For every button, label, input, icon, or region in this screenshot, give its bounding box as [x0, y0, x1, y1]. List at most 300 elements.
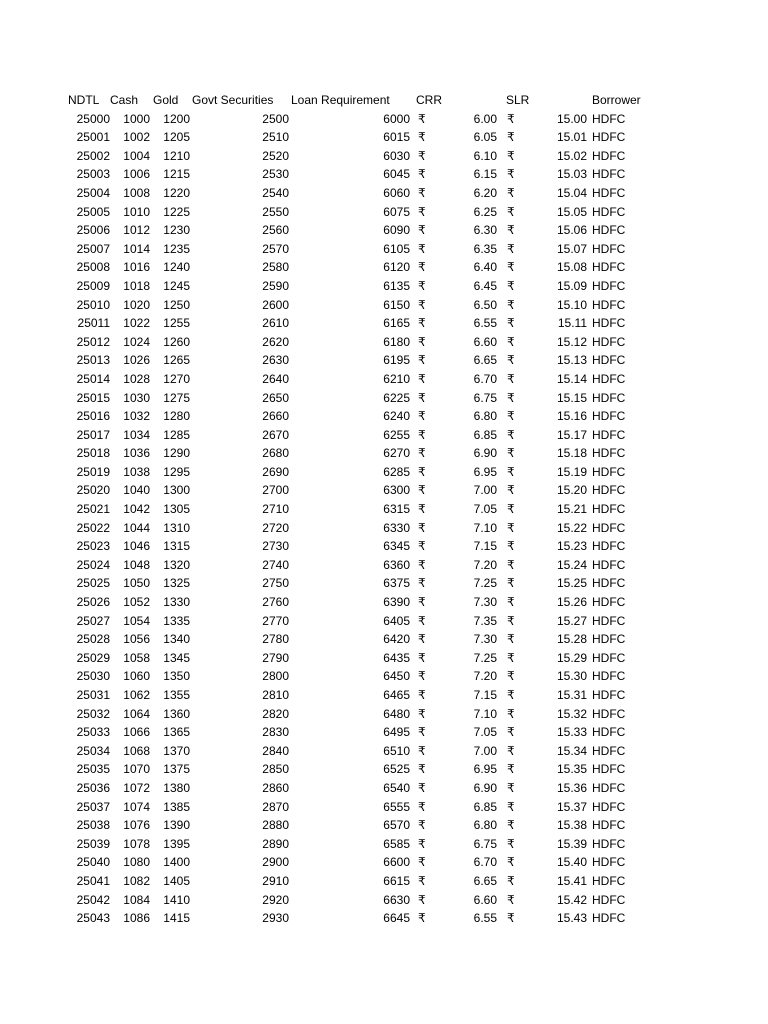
cell-gold[interactable]: 1325: [163, 576, 190, 591]
cell-ndtl[interactable]: 25026: [76, 595, 110, 610]
cell-crr[interactable]: 6.20: [473, 185, 497, 200]
rupee-symbol[interactable]: ₹: [507, 111, 515, 126]
cell-crr[interactable]: 6.60: [473, 334, 497, 349]
cell-borrower[interactable]: HDFC: [592, 539, 626, 554]
cell-slr[interactable]: 15.30: [556, 669, 587, 684]
cell-slr[interactable]: 15.40: [556, 855, 587, 870]
cell-loan-requirement[interactable]: 6630: [383, 892, 410, 907]
rupee-symbol[interactable]: ₹: [418, 427, 426, 442]
cell-govt-securities[interactable]: 2780: [262, 632, 289, 647]
cell-cash[interactable]: 1062: [123, 688, 150, 702]
cell-loan-requirement[interactable]: 6555: [383, 799, 410, 814]
cell-slr[interactable]: 15.15: [556, 390, 587, 405]
cell-ndtl[interactable]: 25022: [76, 520, 110, 535]
cell-slr[interactable]: 15.20: [556, 483, 587, 498]
cell-gold[interactable]: 1265: [163, 353, 190, 368]
cell-loan-requirement[interactable]: 6240: [383, 409, 410, 424]
cell-borrower[interactable]: HDFC: [592, 873, 626, 888]
cell-ndtl[interactable]: 25011: [77, 316, 110, 331]
cell-govt-securities[interactable]: 2610: [262, 316, 289, 331]
cell-borrower[interactable]: HDFC: [592, 632, 626, 647]
cell-govt-securities[interactable]: 2680: [262, 446, 289, 461]
cell-crr[interactable]: 6.80: [473, 409, 497, 424]
cell-slr[interactable]: 15.16: [556, 409, 587, 424]
cell-crr[interactable]: 6.40: [473, 260, 497, 275]
cell-borrower[interactable]: HDFC: [592, 780, 626, 795]
cell-gold[interactable]: 1415: [163, 911, 190, 926]
cell-cash[interactable]: 1048: [123, 557, 150, 572]
cell-slr[interactable]: 15.21: [556, 502, 587, 517]
cell-borrower[interactable]: HDFC: [592, 613, 626, 628]
cell-govt-securities[interactable]: 2550: [262, 204, 289, 219]
cell-gold[interactable]: 1205: [163, 130, 190, 145]
cell-borrower[interactable]: HDFC: [592, 464, 626, 479]
cell-cash[interactable]: 1040: [123, 483, 150, 498]
cell-crr[interactable]: 6.00: [473, 111, 497, 126]
cell-gold[interactable]: 1260: [163, 334, 190, 349]
rupee-symbol[interactable]: ₹: [418, 334, 426, 349]
rupee-symbol[interactable]: ₹: [507, 725, 515, 740]
cell-borrower[interactable]: HDFC: [592, 669, 626, 684]
cell-govt-securities[interactable]: 2750: [262, 576, 289, 591]
cell-loan-requirement[interactable]: 6570: [383, 818, 410, 833]
cell-loan-requirement[interactable]: 6435: [383, 650, 410, 665]
cell-govt-securities[interactable]: 2650: [262, 390, 289, 405]
cell-borrower[interactable]: HDFC: [592, 855, 626, 870]
rupee-symbol[interactable]: ₹: [418, 111, 426, 126]
cell-borrower[interactable]: HDFC: [592, 167, 626, 182]
cell-crr[interactable]: 6.55: [473, 911, 497, 926]
rupee-symbol[interactable]: ₹: [507, 799, 515, 814]
rupee-symbol[interactable]: ₹: [507, 873, 515, 888]
cell-gold[interactable]: 1225: [163, 204, 190, 219]
cell-loan-requirement[interactable]: 6270: [383, 446, 410, 461]
rupee-symbol[interactable]: ₹: [507, 148, 515, 163]
cell-slr[interactable]: 15.01: [556, 130, 587, 145]
cell-slr[interactable]: 15.11: [557, 316, 587, 331]
cell-loan-requirement[interactable]: 6465: [383, 688, 410, 702]
rupee-symbol[interactable]: ₹: [418, 743, 426, 758]
cell-govt-securities[interactable]: 2730: [262, 539, 289, 554]
cell-cash[interactable]: 1036: [123, 446, 150, 461]
cell-borrower[interactable]: HDFC: [592, 278, 626, 293]
cell-ndtl[interactable]: 25001: [76, 130, 110, 145]
rupee-symbol[interactable]: ₹: [507, 130, 515, 145]
cell-slr[interactable]: 15.08: [556, 260, 587, 275]
cell-crr[interactable]: 6.25: [473, 204, 497, 219]
cell-cash[interactable]: 1002: [123, 130, 150, 145]
cell-crr[interactable]: 7.15: [473, 688, 497, 702]
cell-crr[interactable]: 6.70: [473, 371, 497, 386]
cell-crr[interactable]: 6.90: [473, 446, 497, 461]
cell-loan-requirement[interactable]: 6150: [383, 297, 410, 312]
cell-ndtl[interactable]: 25043: [76, 911, 110, 926]
cell-loan-requirement[interactable]: 6060: [383, 185, 410, 200]
cell-govt-securities[interactable]: 2860: [262, 780, 289, 795]
cell-crr[interactable]: 6.95: [473, 464, 497, 479]
cell-loan-requirement[interactable]: 6540: [383, 780, 410, 795]
cell-cash[interactable]: 1082: [123, 873, 150, 888]
cell-gold[interactable]: 1300: [163, 483, 190, 498]
cell-slr[interactable]: 15.38: [556, 818, 587, 833]
cell-ndtl[interactable]: 25029: [76, 650, 110, 665]
cell-slr[interactable]: 15.42: [556, 892, 587, 907]
cell-crr[interactable]: 6.75: [473, 390, 497, 405]
cell-cash[interactable]: 1074: [123, 799, 150, 814]
cell-slr[interactable]: 15.14: [556, 371, 587, 386]
cell-borrower[interactable]: HDFC: [592, 520, 626, 535]
cell-crr[interactable]: 6.70: [473, 855, 497, 870]
cell-cash[interactable]: 1068: [123, 743, 150, 758]
cell-slr[interactable]: 15.26: [556, 595, 587, 610]
cell-gold[interactable]: 1270: [163, 371, 190, 386]
cell-govt-securities[interactable]: 2710: [262, 502, 289, 517]
cell-ndtl[interactable]: 25006: [76, 223, 110, 238]
cell-gold[interactable]: 1385: [163, 799, 190, 814]
cell-borrower[interactable]: HDFC: [592, 371, 626, 386]
cell-borrower[interactable]: HDFC: [592, 316, 626, 331]
rupee-symbol[interactable]: ₹: [418, 539, 426, 554]
cell-cash[interactable]: 1042: [123, 502, 150, 517]
cell-slr[interactable]: 15.28: [556, 632, 587, 647]
cell-loan-requirement[interactable]: 6075: [383, 204, 410, 219]
cell-cash[interactable]: 1020: [123, 297, 150, 312]
cell-gold[interactable]: 1255: [163, 316, 190, 331]
rupee-symbol[interactable]: ₹: [507, 278, 515, 293]
cell-govt-securities[interactable]: 2830: [262, 725, 289, 740]
cell-cash[interactable]: 1076: [123, 818, 150, 833]
cell-loan-requirement[interactable]: 6525: [383, 762, 410, 777]
cell-govt-securities[interactable]: 2700: [262, 483, 289, 498]
rupee-symbol[interactable]: ₹: [507, 353, 515, 368]
rupee-symbol[interactable]: ₹: [507, 650, 515, 665]
cell-ndtl[interactable]: 25028: [76, 632, 110, 647]
rupee-symbol[interactable]: ₹: [507, 334, 515, 349]
cell-cash[interactable]: 1058: [123, 650, 150, 665]
rupee-symbol[interactable]: ₹: [418, 241, 426, 256]
rupee-symbol[interactable]: ₹: [418, 278, 426, 293]
cell-ndtl[interactable]: 25008: [76, 260, 110, 275]
cell-slr[interactable]: 15.02: [556, 148, 587, 163]
rupee-symbol[interactable]: ₹: [507, 446, 515, 461]
cell-loan-requirement[interactable]: 6300: [383, 483, 410, 498]
cell-gold[interactable]: 1350: [163, 669, 190, 684]
cell-gold[interactable]: 1330: [163, 595, 190, 610]
cell-slr[interactable]: 15.35: [556, 762, 587, 777]
rupee-symbol[interactable]: ₹: [507, 576, 515, 591]
cell-govt-securities[interactable]: 2670: [262, 427, 289, 442]
cell-govt-securities[interactable]: 2620: [262, 334, 289, 349]
cell-ndtl[interactable]: 25040: [76, 855, 110, 870]
cell-borrower[interactable]: HDFC: [592, 148, 626, 163]
cell-loan-requirement[interactable]: 6255: [383, 427, 410, 442]
cell-cash[interactable]: 1072: [123, 780, 150, 795]
cell-cash[interactable]: 1034: [123, 427, 150, 442]
cell-borrower[interactable]: HDFC: [592, 818, 626, 833]
cell-cash[interactable]: 1024: [123, 334, 150, 349]
cell-govt-securities[interactable]: 2840: [262, 743, 289, 758]
cell-ndtl[interactable]: 25020: [76, 483, 110, 498]
rupee-symbol[interactable]: ₹: [418, 371, 426, 386]
cell-loan-requirement[interactable]: 6390: [383, 595, 410, 610]
cell-cash[interactable]: 1050: [123, 576, 150, 591]
rupee-symbol[interactable]: ₹: [418, 557, 426, 572]
cell-gold[interactable]: 1240: [163, 260, 190, 275]
cell-govt-securities[interactable]: 2560: [262, 223, 289, 238]
cell-slr[interactable]: 15.33: [556, 725, 587, 740]
cell-govt-securities[interactable]: 2660: [262, 409, 289, 424]
cell-ndtl[interactable]: 25015: [76, 390, 110, 405]
rupee-symbol[interactable]: ₹: [418, 855, 426, 870]
cell-ndtl[interactable]: 25032: [76, 706, 110, 721]
cell-ndtl[interactable]: 25035: [76, 762, 110, 777]
cell-crr[interactable]: 7.10: [473, 520, 497, 535]
rupee-symbol[interactable]: ₹: [507, 706, 515, 721]
cell-ndtl[interactable]: 25019: [76, 464, 110, 479]
cell-gold[interactable]: 1370: [163, 743, 190, 758]
cell-cash[interactable]: 1026: [123, 353, 150, 368]
header-slr[interactable]: SLR: [506, 93, 530, 107]
rupee-symbol[interactable]: ₹: [418, 669, 426, 684]
cell-gold[interactable]: 1285: [163, 427, 190, 442]
cell-cash[interactable]: 1014: [123, 241, 150, 256]
cell-slr[interactable]: 15.10: [556, 297, 587, 312]
cell-borrower[interactable]: HDFC: [592, 297, 626, 312]
rupee-symbol[interactable]: ₹: [418, 725, 426, 740]
cell-ndtl[interactable]: 25030: [76, 669, 110, 684]
rupee-symbol[interactable]: ₹: [418, 873, 426, 888]
rupee-symbol[interactable]: ₹: [507, 520, 515, 535]
rupee-symbol[interactable]: ₹: [507, 260, 515, 275]
rupee-symbol[interactable]: ₹: [418, 297, 426, 312]
cell-crr[interactable]: 7.15: [473, 539, 497, 554]
cell-govt-securities[interactable]: 2590: [262, 278, 289, 293]
header-loan-requirement[interactable]: Loan Requirement: [291, 93, 390, 107]
cell-cash[interactable]: 1086: [123, 911, 150, 926]
cell-loan-requirement[interactable]: 6360: [383, 557, 410, 572]
cell-govt-securities[interactable]: 2890: [262, 836, 289, 851]
rupee-symbol[interactable]: ₹: [507, 836, 515, 851]
cell-borrower[interactable]: HDFC: [592, 241, 626, 256]
cell-govt-securities[interactable]: 2520: [262, 148, 289, 163]
rupee-symbol[interactable]: ₹: [507, 167, 515, 182]
cell-slr[interactable]: 15.13: [556, 353, 587, 368]
cell-slr[interactable]: 15.39: [556, 836, 587, 851]
cell-loan-requirement[interactable]: 6615: [383, 873, 410, 888]
cell-crr[interactable]: 6.65: [473, 353, 497, 368]
rupee-symbol[interactable]: ₹: [507, 818, 515, 833]
rupee-symbol[interactable]: ₹: [507, 780, 515, 795]
rupee-symbol[interactable]: ₹: [507, 557, 515, 572]
rupee-symbol[interactable]: ₹: [507, 539, 515, 554]
cell-slr[interactable]: 15.24: [556, 557, 587, 572]
cell-borrower[interactable]: HDFC: [592, 223, 626, 238]
rupee-symbol[interactable]: ₹: [507, 911, 515, 926]
rupee-symbol[interactable]: ₹: [418, 260, 426, 275]
cell-gold[interactable]: 1400: [163, 855, 190, 870]
cell-crr[interactable]: 7.05: [473, 502, 497, 517]
rupee-symbol[interactable]: ₹: [418, 148, 426, 163]
cell-govt-securities[interactable]: 2510: [262, 130, 289, 145]
cell-cash[interactable]: 1044: [123, 520, 150, 535]
cell-slr[interactable]: 15.06: [556, 223, 587, 238]
cell-loan-requirement[interactable]: 6105: [383, 241, 410, 256]
cell-borrower[interactable]: HDFC: [592, 595, 626, 610]
cell-slr[interactable]: 15.19: [556, 464, 587, 479]
cell-loan-requirement[interactable]: 6495: [383, 725, 410, 740]
cell-gold[interactable]: 1250: [163, 297, 190, 312]
rupee-symbol[interactable]: ₹: [507, 409, 515, 424]
rupee-symbol[interactable]: ₹: [418, 780, 426, 795]
cell-slr[interactable]: 15.17: [556, 427, 587, 442]
cell-govt-securities[interactable]: 2570: [262, 241, 289, 256]
cell-ndtl[interactable]: 25009: [76, 278, 110, 293]
cell-gold[interactable]: 1290: [163, 446, 190, 461]
cell-gold[interactable]: 1340: [163, 632, 190, 647]
rupee-symbol[interactable]: ₹: [418, 167, 426, 182]
cell-slr[interactable]: 15.09: [556, 278, 587, 293]
cell-crr[interactable]: 6.10: [473, 148, 497, 163]
cell-loan-requirement[interactable]: 6330: [383, 520, 410, 535]
rupee-symbol[interactable]: ₹: [418, 464, 426, 479]
cell-slr[interactable]: 15.23: [556, 539, 587, 554]
cell-borrower[interactable]: HDFC: [592, 353, 626, 368]
rupee-symbol[interactable]: ₹: [418, 130, 426, 145]
cell-ndtl[interactable]: 25041: [76, 873, 110, 888]
cell-cash[interactable]: 1080: [123, 855, 150, 870]
cell-crr[interactable]: 6.85: [473, 427, 497, 442]
rupee-symbol[interactable]: ₹: [507, 632, 515, 647]
cell-borrower[interactable]: HDFC: [592, 427, 626, 442]
cell-ndtl[interactable]: 25004: [76, 185, 110, 200]
cell-cash[interactable]: 1006: [123, 167, 150, 182]
cell-govt-securities[interactable]: 2770: [262, 613, 289, 628]
rupee-symbol[interactable]: ₹: [507, 297, 515, 312]
cell-loan-requirement[interactable]: 6405: [383, 613, 410, 628]
cell-ndtl[interactable]: 25010: [76, 297, 110, 312]
cell-gold[interactable]: 1215: [163, 167, 190, 182]
cell-ndtl[interactable]: 25038: [76, 818, 110, 833]
cell-slr[interactable]: 15.05: [556, 204, 587, 219]
cell-govt-securities[interactable]: 2850: [262, 762, 289, 777]
rupee-symbol[interactable]: ₹: [507, 595, 515, 610]
cell-borrower[interactable]: HDFC: [592, 185, 626, 200]
rupee-symbol[interactable]: ₹: [507, 185, 515, 200]
cell-crr[interactable]: 6.75: [473, 836, 497, 851]
cell-crr[interactable]: 7.25: [473, 576, 497, 591]
rupee-symbol[interactable]: ₹: [418, 223, 426, 238]
cell-loan-requirement[interactable]: 6450: [383, 669, 410, 684]
cell-cash[interactable]: 1066: [123, 725, 150, 740]
cell-cash[interactable]: 1046: [123, 539, 150, 554]
cell-slr[interactable]: 15.37: [556, 799, 587, 814]
rupee-symbol[interactable]: ₹: [418, 892, 426, 907]
cell-govt-securities[interactable]: 2690: [262, 464, 289, 479]
cell-ndtl[interactable]: 25031: [76, 688, 110, 702]
cell-govt-securities[interactable]: 2800: [262, 669, 289, 684]
rupee-symbol[interactable]: ₹: [507, 892, 515, 907]
cell-gold[interactable]: 1245: [163, 278, 190, 293]
cell-ndtl[interactable]: 25012: [76, 334, 110, 349]
rupee-symbol[interactable]: ₹: [418, 483, 426, 498]
cell-govt-securities[interactable]: 2930: [262, 911, 289, 926]
cell-gold[interactable]: 1380: [163, 780, 190, 795]
cell-loan-requirement[interactable]: 6225: [383, 390, 410, 405]
cell-ndtl[interactable]: 25017: [76, 427, 110, 442]
cell-govt-securities[interactable]: 2530: [262, 167, 289, 182]
cell-cash[interactable]: 1056: [123, 632, 150, 647]
cell-loan-requirement[interactable]: 6420: [383, 632, 410, 647]
cell-gold[interactable]: 1395: [163, 836, 190, 851]
cell-ndtl[interactable]: 25014: [76, 371, 110, 386]
cell-slr[interactable]: 15.43: [556, 911, 587, 926]
cell-govt-securities[interactable]: 2820: [262, 706, 289, 721]
cell-crr[interactable]: 6.05: [473, 130, 497, 145]
cell-crr[interactable]: 7.00: [473, 743, 497, 758]
rupee-symbol[interactable]: ₹: [507, 390, 515, 405]
cell-slr[interactable]: 15.22: [556, 520, 587, 535]
cell-ndtl[interactable]: 25025: [76, 576, 110, 591]
cell-govt-securities[interactable]: 2870: [262, 799, 289, 814]
cell-slr[interactable]: 15.32: [556, 706, 587, 721]
cell-loan-requirement[interactable]: 6165: [383, 316, 410, 331]
cell-slr[interactable]: 15.00: [556, 111, 587, 126]
cell-loan-requirement[interactable]: 6210: [383, 371, 410, 386]
rupee-symbol[interactable]: ₹: [507, 743, 515, 758]
cell-cash[interactable]: 1052: [123, 595, 150, 610]
cell-loan-requirement[interactable]: 6090: [383, 223, 410, 238]
cell-crr[interactable]: 6.95: [473, 762, 497, 777]
cell-crr[interactable]: 6.90: [473, 780, 497, 795]
cell-crr[interactable]: 7.25: [473, 650, 497, 665]
cell-borrower[interactable]: HDFC: [592, 483, 626, 498]
cell-gold[interactable]: 1220: [163, 185, 190, 200]
rupee-symbol[interactable]: ₹: [507, 483, 515, 498]
cell-loan-requirement[interactable]: 6000: [383, 111, 410, 126]
header-gold[interactable]: Gold: [153, 93, 179, 107]
rupee-symbol[interactable]: ₹: [507, 502, 515, 517]
cell-ndtl[interactable]: 25023: [76, 539, 110, 554]
rupee-symbol[interactable]: ₹: [418, 650, 426, 665]
cell-loan-requirement[interactable]: 6030: [383, 148, 410, 163]
cell-govt-securities[interactable]: 2500: [262, 111, 289, 126]
cell-crr[interactable]: 6.15: [473, 167, 497, 182]
cell-loan-requirement[interactable]: 6195: [383, 353, 410, 368]
rupee-symbol[interactable]: ₹: [418, 706, 426, 721]
cell-cash[interactable]: 1078: [123, 836, 150, 851]
rupee-symbol[interactable]: ₹: [418, 688, 426, 702]
cell-cash[interactable]: 1016: [123, 260, 150, 275]
cell-borrower[interactable]: HDFC: [592, 576, 626, 591]
cell-loan-requirement[interactable]: 6585: [383, 836, 410, 851]
header-cash[interactable]: Cash: [110, 93, 139, 107]
cell-ndtl[interactable]: 25042: [76, 892, 110, 907]
cell-cash[interactable]: 1038: [123, 464, 150, 479]
cell-borrower[interactable]: HDFC: [592, 446, 626, 461]
cell-loan-requirement[interactable]: 6045: [383, 167, 410, 182]
cell-ndtl[interactable]: 25003: [76, 167, 110, 182]
rupee-symbol[interactable]: ₹: [418, 576, 426, 591]
rupee-symbol[interactable]: ₹: [507, 669, 515, 684]
cell-loan-requirement[interactable]: 6180: [383, 334, 410, 349]
rupee-symbol[interactable]: ₹: [507, 688, 515, 702]
header-ndtl[interactable]: NDTL: [68, 93, 100, 107]
rupee-symbol[interactable]: ₹: [418, 446, 426, 461]
cell-gold[interactable]: 1230: [163, 223, 190, 238]
cell-gold[interactable]: 1405: [163, 873, 190, 888]
cell-gold[interactable]: 1275: [163, 390, 190, 405]
cell-slr[interactable]: 15.41: [556, 873, 587, 888]
